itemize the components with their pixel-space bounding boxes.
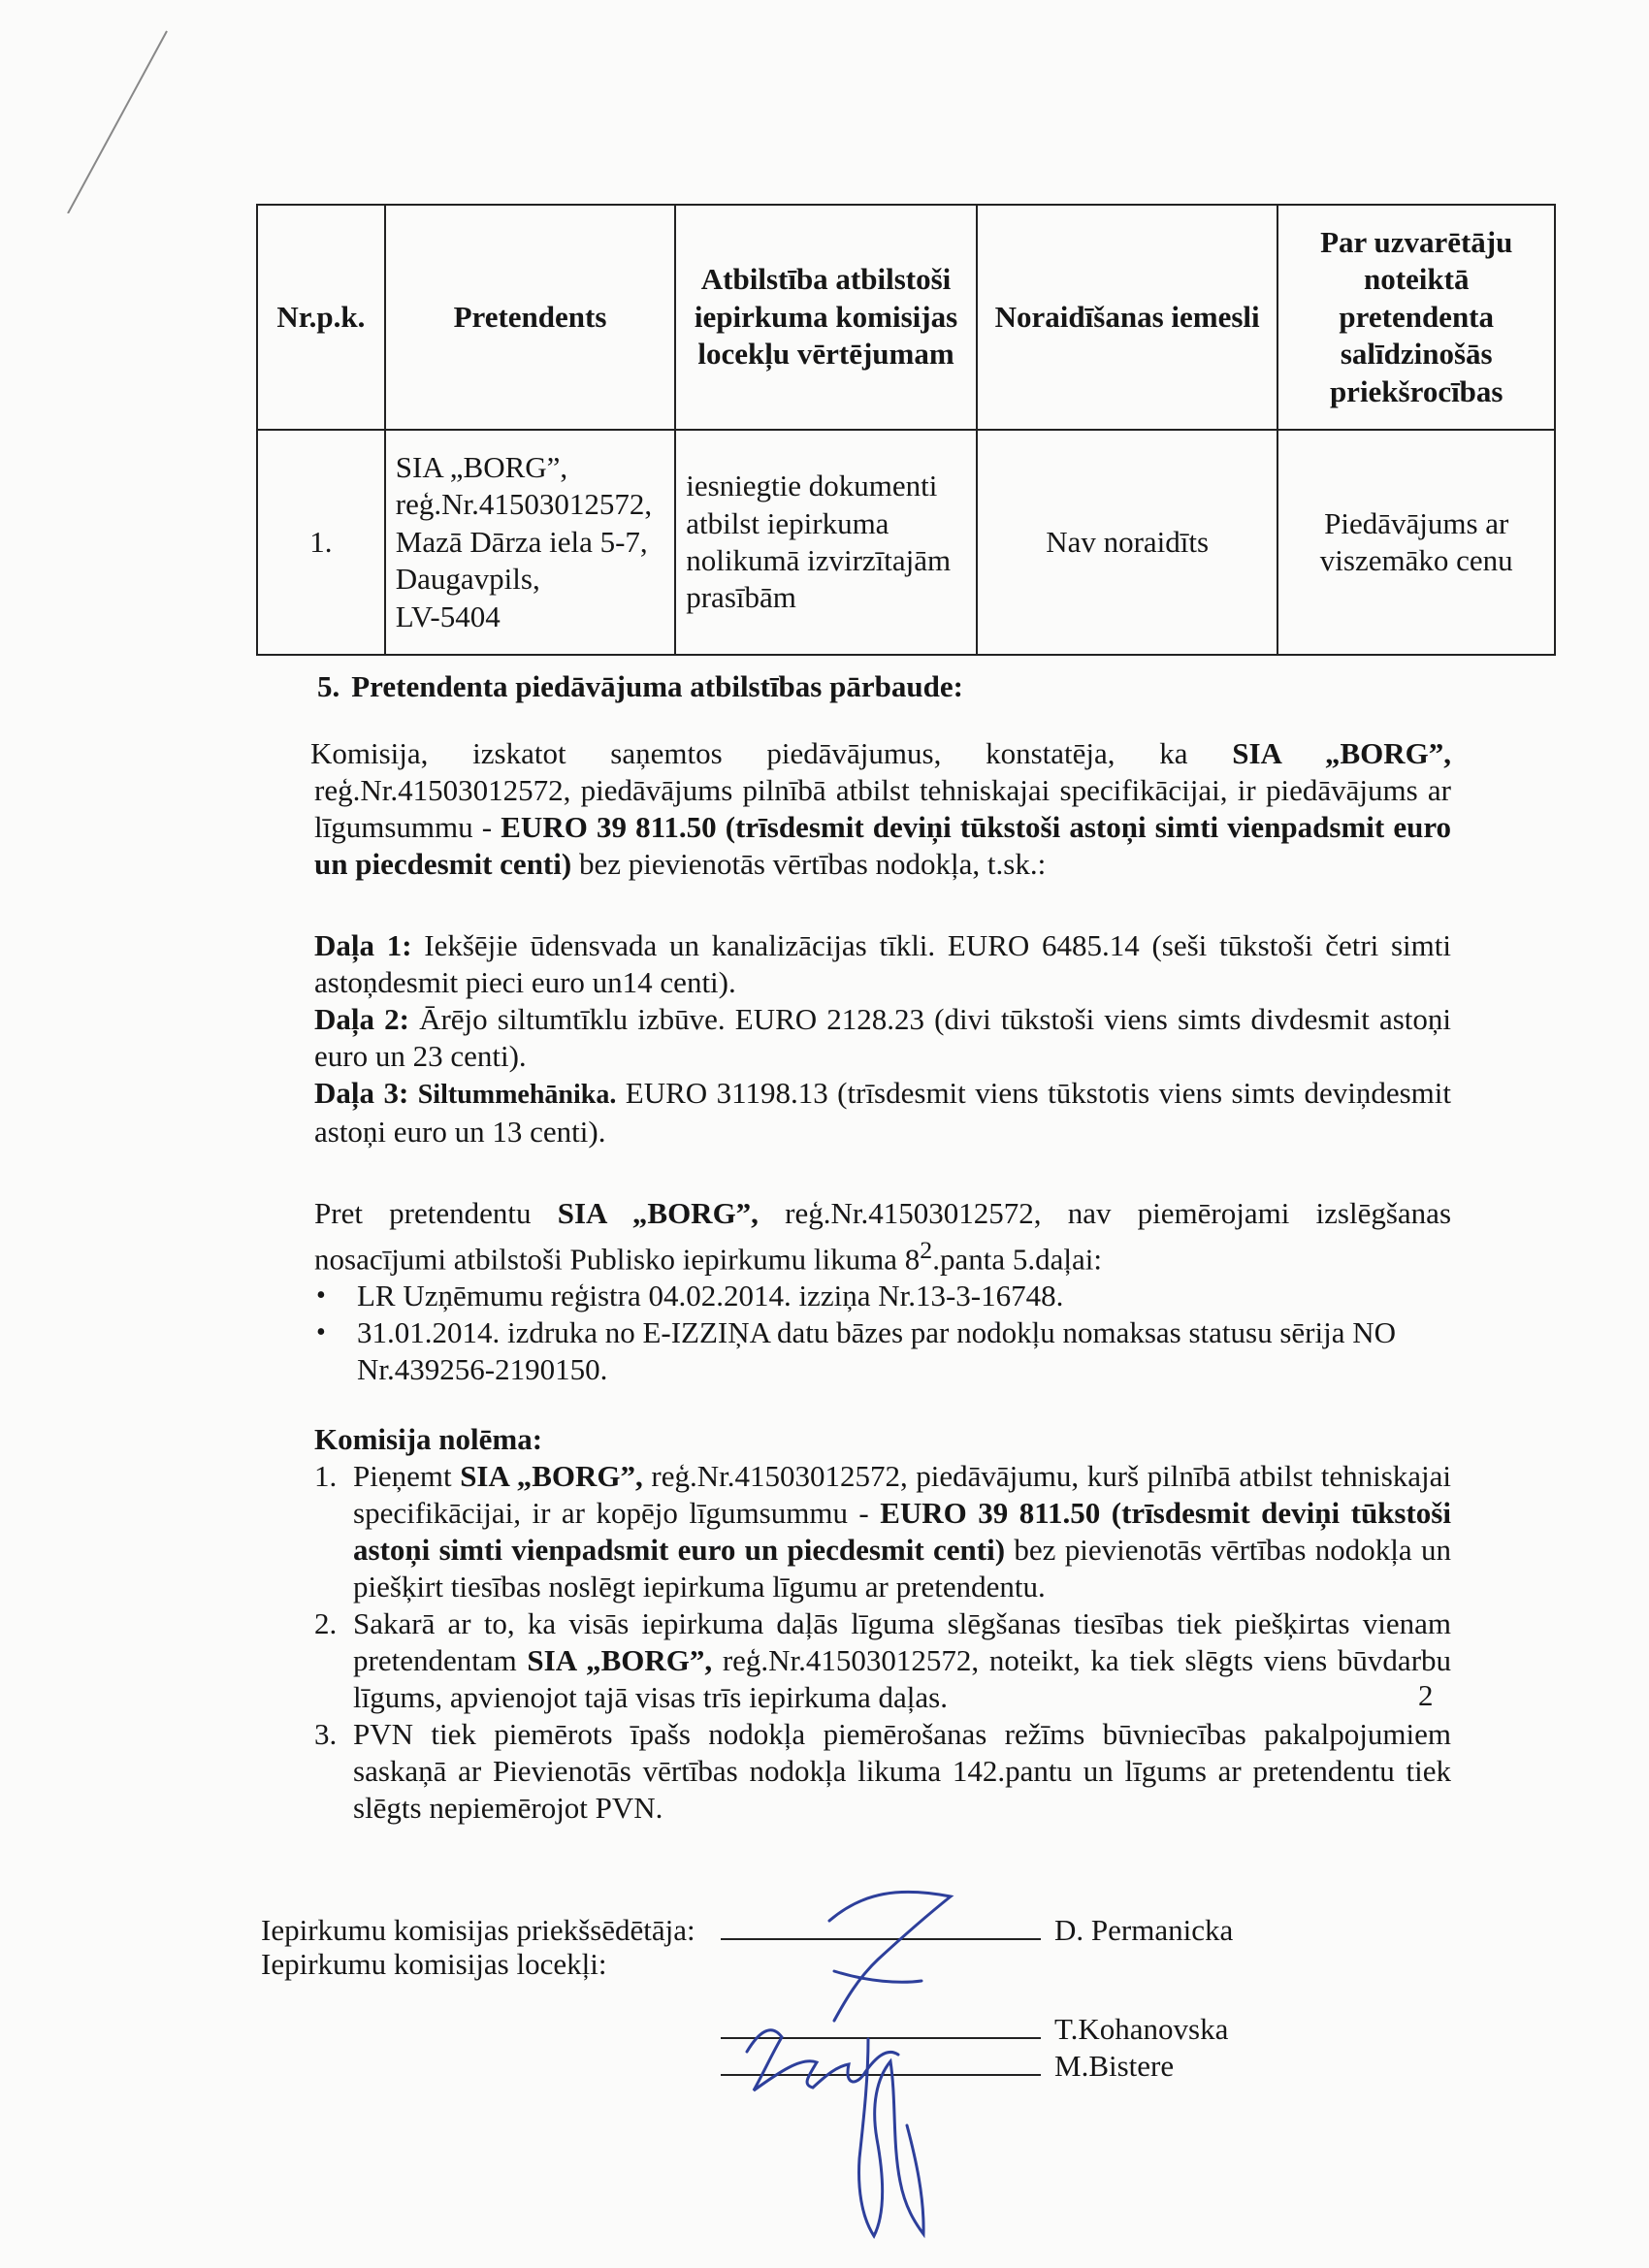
members-label: Iepirkumu komisijas locekļi: [261,1947,607,1981]
paragraph-text: Pret pretendentu [314,1196,532,1230]
member-name: M.Bistere [1054,2049,1175,2083]
section-heading [317,669,975,704]
compliance-line: prasībām [686,580,796,615]
part-label: Daļa 2: [314,1002,409,1036]
decision-heading: Komisija nolēma: [314,1422,543,1456]
compliance-line: atbilst iepirkuma [686,505,889,540]
decision-item [314,1605,1451,1716]
item-number: 3. [314,1717,338,1751]
total-amount: EURO 39 811.50 (trīsdesmit deviņi tūkstoši astoņi simti vienpadsmit euro un piecdesmit centi) [314,810,1452,881]
applicant-company: SIA „BORG”, [395,449,568,484]
part-text: Iekšējie ūdensvada un kanalizācijas tīkli. EURO 6485.14 (seši tūkstoši četri simti astoņdesmit pieci euro un14 centi). [314,928,1452,999]
item-text: PVN tiek piemērots īpašs nodokļa piemērošanas režīms būvniecības pakalpojumiem saskaņā ar Pievienotās vērtības nodokļa likuma 142.pantu un līgums ar pretendentu tiek slēgts nepiemērojot PVN. [353,1717,1451,1825]
header-nr: Nr.p.k. [257,205,385,430]
list-item: • 31.01.2014. izdruka no E-IZZIŅA datu bāzes par nodokļu nomaksas statusu sērija NO Nr.439256-2190150. [357,1314,1451,1388]
part-title: Siltummehānika. [417,1080,617,1110]
header-advantages: Par uzvarētāju noteiktā pretendenta salīdzinošās priekšrocības [1277,205,1555,430]
header-rejection-reasons: Noraidīšanas iemesli [977,205,1278,430]
page-corner-mark [0,0,213,213]
company-name: SIA „BORG”, [557,1196,759,1230]
part-label: Daļa 1: [314,928,412,962]
parts-list [314,927,1451,1150]
chair-name: D. Permanicka [1054,1913,1234,1947]
paragraph-text: reģ.Nr.41503012572, piedāvājums pilnībā atbilst tehniskajai specifikācijai, ir piedāvājums ar līgumsummu [314,773,1451,844]
handwritten-signatures [708,1848,1038,2241]
advantage-line: Piedāvājums ar [1324,505,1509,540]
compliance-line: nolikumā izvirzītajām [686,543,952,577]
compliance-cell [675,430,977,655]
decision-section [314,1421,1451,1827]
advantage-line: viszemāko cenu [1319,543,1513,577]
item-text: reģ.Nr.41503012572, piedāvājumu, kurš pilnībā atbilst tehniskajai specifikācijai, ir ar kopējo līgumsummu - [353,1459,1451,1530]
section-number: 5. [317,669,340,703]
company-name: SIA „BORG”, [460,1459,643,1493]
part-label: Daļa 3: [314,1076,409,1110]
company-name: SIA „BORG”, [527,1643,713,1677]
item-text: Sakarā ar to, ka visās iepirkuma daļās līguma slēgšanas tiesības tiek piešķirtas vienam pretendentam [353,1606,1451,1677]
applicant-city: Daugavpils, [395,562,540,597]
chair-label: Iepirkumu komisijas priekšsēdētāja: [261,1913,695,1947]
table-row [257,430,1555,655]
paragraph-text: .panta 5.daļai: [932,1242,1102,1277]
applicant-registration: reģ.Nr.41503012572, [395,487,653,522]
compliance-paragraph [310,735,1452,883]
page-number: 2 [1418,1678,1434,1712]
paragraph-text: Komisija, izskatot saņemtos piedāvājumus, konstatēja, ka [310,736,1188,770]
applicant-cell [385,430,675,655]
item-number: 1. [314,1459,338,1493]
compliance-text [310,735,1452,883]
decision-list [314,1458,1451,1827]
item-text: reģ.Nr.41503012572, noteikt, ka tiek slēgts viens būvdarbu līgums, apvienojot tajā visas trīs iepirkuma daļas. [353,1643,1452,1714]
evaluation-table [256,204,1556,656]
dash-symbol: - [481,810,493,844]
item-text: Pieņemt [353,1459,452,1493]
header-compliance: Atbilstība atbilstoši iepirkuma komisijas locekļu vērtējumam [675,205,977,430]
part-item [314,1075,1451,1150]
rejection-cell: Nav noraidīts [977,430,1278,655]
superscript: 2 [920,1236,933,1264]
total-amount: EURO 39 811.50 (trīsdesmit deviņi tūkstoši astoņi simti vienpadsmit euro un piecdesmit centi) [353,1496,1451,1567]
member-name: T.Kohanovska [1054,2012,1229,2046]
part-text: Ārējo siltumtīklu izbūve. EURO 2128.23 (divi tūkstoši viens simts divdesmit astoņi euro un 23 centi). [314,1002,1451,1073]
decision-item [314,1458,1451,1605]
item-number: 2. [314,1606,338,1640]
company-name: SIA „BORG”, [1232,736,1451,770]
paragraph-text: reģ.Nr.41503012572, nav piemērojami izslēgšanas nosacījumi atbilstoši Publisko iepirkumu likuma 8 [314,1196,1452,1277]
applicant-postcode: LV-5404 [395,599,501,633]
exclusion-section [314,1195,1451,1388]
part-item [314,927,1451,1001]
part-item [314,1001,1451,1075]
document-list [314,1278,1451,1388]
decision-item [314,1716,1451,1827]
list-item: • LR Uzņēmumu reģistra 04.02.2014. izziņa Nr.13-3-16748. [357,1278,1451,1314]
section-title: Pretendenta piedāvājuma atbilstības pārbaude: [351,669,963,703]
exclusion-text [314,1195,1451,1278]
item-text: bez pievienotās vērtības nodokļa un piešķirt tiesības noslēgt iepirkuma līgumu ar pretendentu. [353,1533,1452,1604]
paragraph-text: bez pievienotās vērtības nodokļa, t.sk.: [578,847,1047,881]
header-pretendents: Pretendents [385,205,675,430]
part-text: EURO 31198.13 (trīsdesmit viens tūkstotis viens simts deviņdesmit astoņi euro un 13 centi). [314,1076,1451,1149]
advantage-cell [1277,430,1555,655]
applicant-street: Mazā Dārza iela 5-7, [395,524,648,559]
compliance-line: iesniegtie dokumenti [686,469,938,503]
row-number: 1. [257,430,385,655]
